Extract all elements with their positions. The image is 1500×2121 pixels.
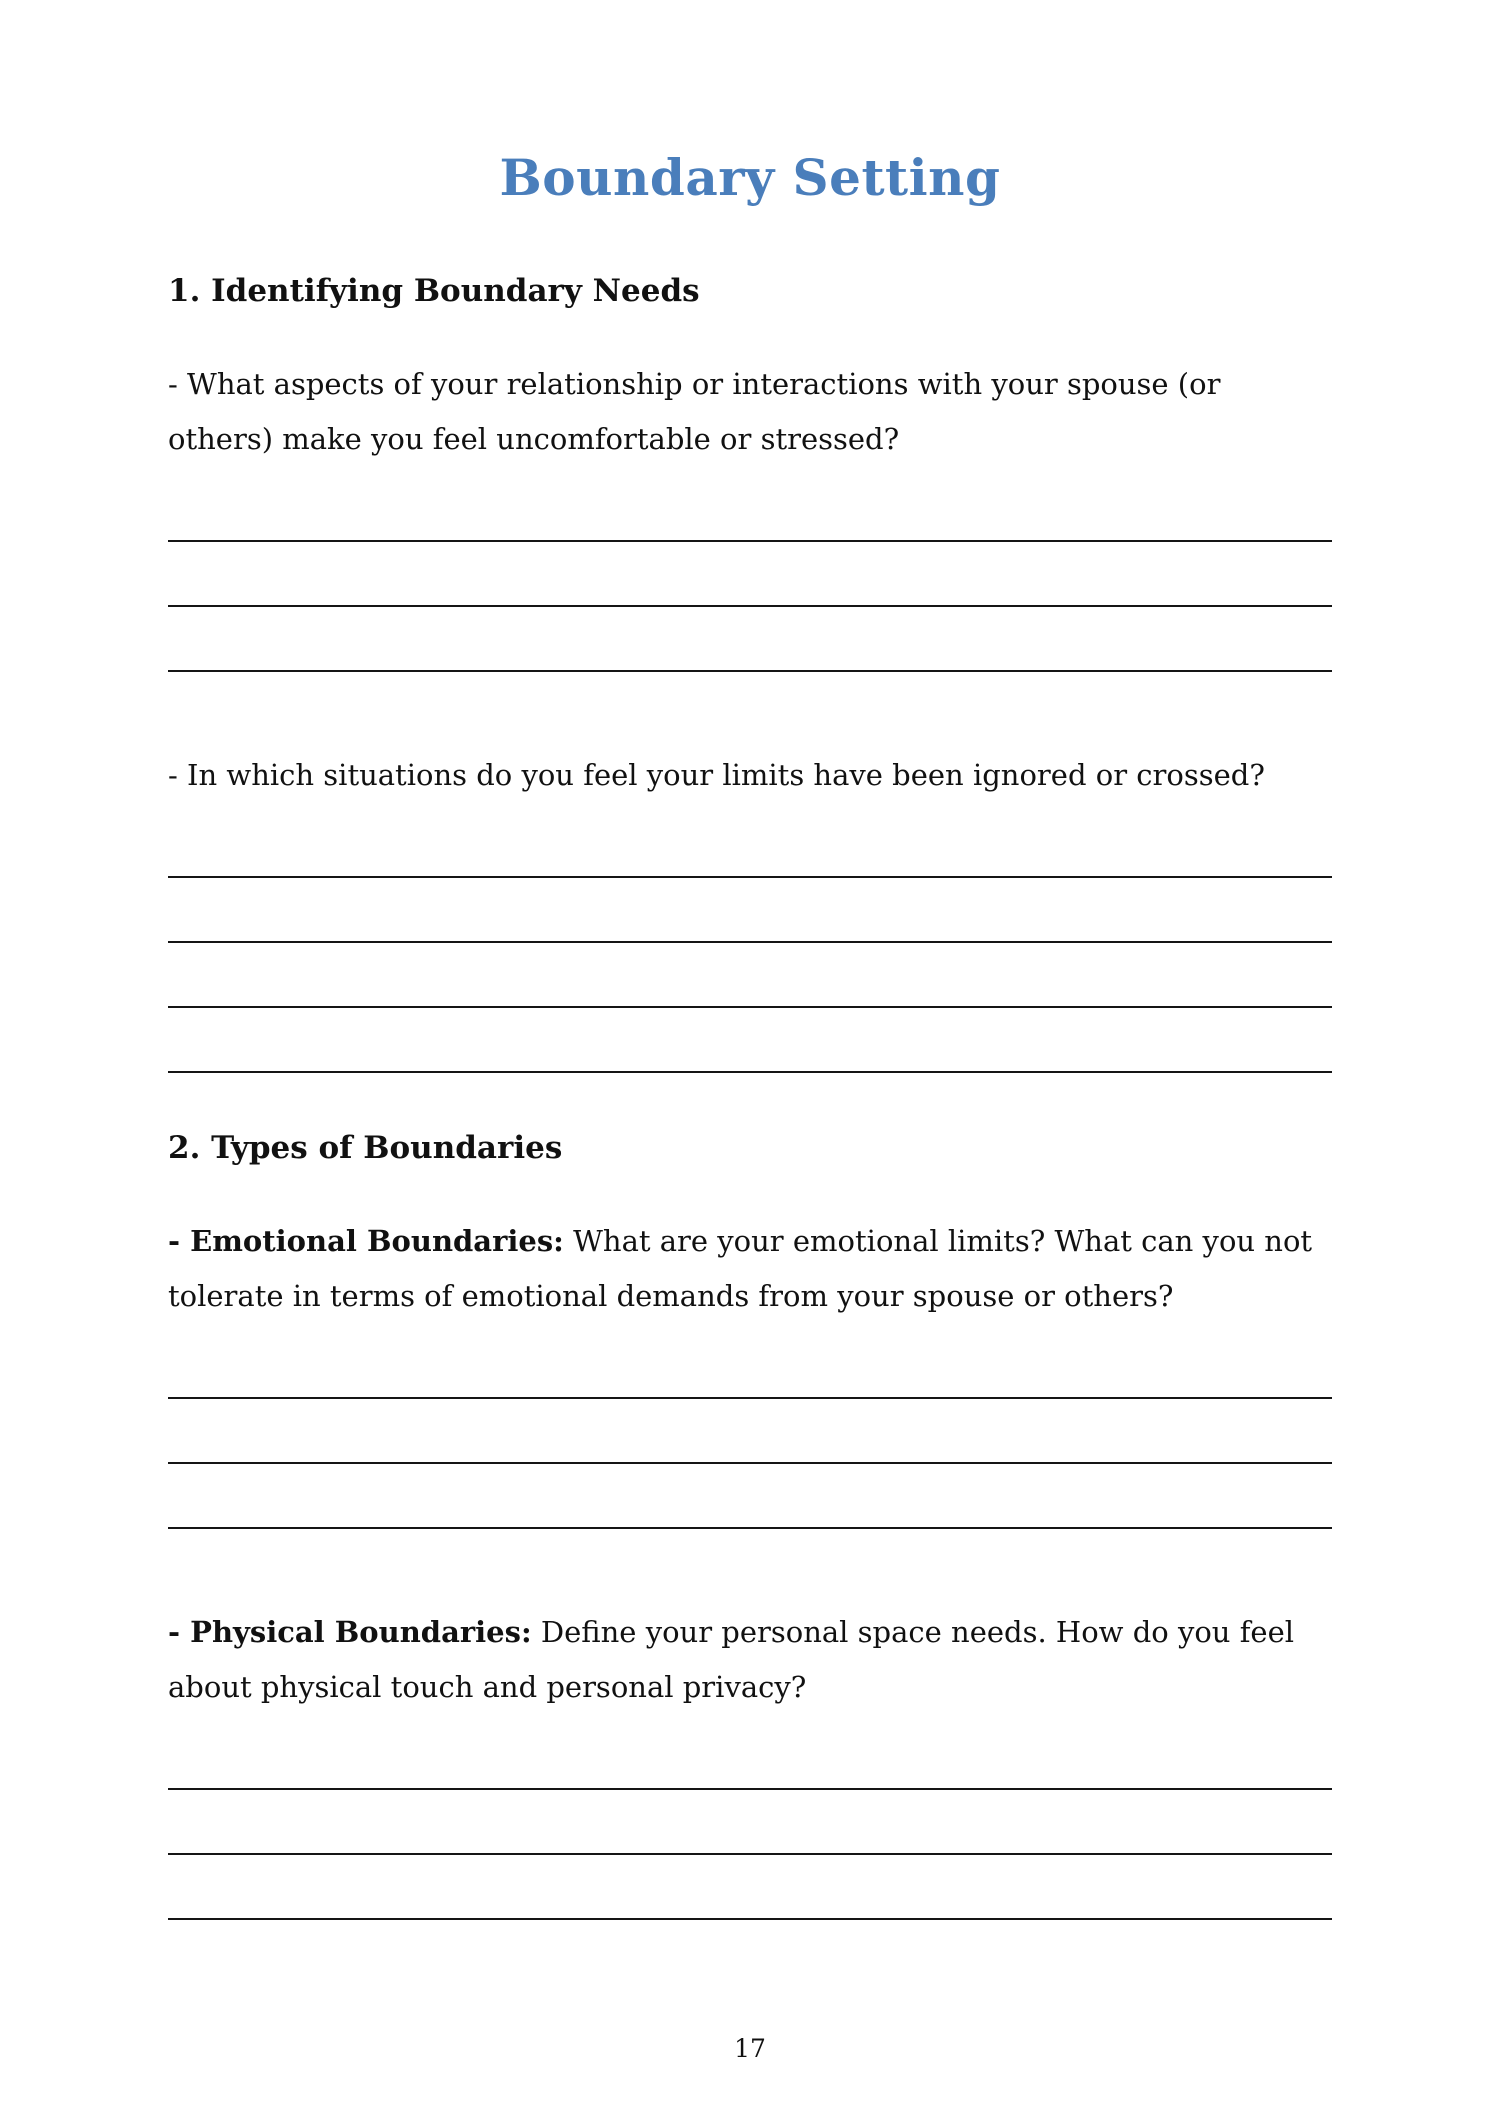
section-1-heading: 1. Identifying Boundary Needs — [168, 273, 700, 309]
answer-line — [168, 1008, 1332, 1073]
question-2-2-text: Define your personal space needs. How do you feel about physical touch and personal privacy? — [168, 1614, 1295, 1705]
answer-line — [168, 1334, 1332, 1399]
answer-lines-1-2 — [168, 813, 1332, 1073]
answer-line — [168, 1399, 1332, 1464]
section-2-heading: 2. Types of Boundaries — [168, 1130, 563, 1167]
answer-line — [168, 943, 1332, 1008]
answer-line — [168, 607, 1332, 672]
answer-line — [168, 813, 1332, 878]
answer-line — [168, 1725, 1332, 1790]
question-2-2-bold-label: - Physical Boundaries: — [168, 1614, 532, 1649]
question-1-2 — [168, 748, 1332, 803]
question-1-1-text: - What aspects of your relationship or interactions with your spouse (or others) make you feel uncomfortable or stressed? — [168, 366, 1221, 456]
page-number: 17 — [734, 2034, 766, 2063]
answer-line — [168, 1855, 1332, 1920]
question-2-1-text: What are your emotional limits? What can you not tolerate in terms of emotional demands from your spouse or others? — [168, 1223, 1313, 1313]
answer-line — [168, 878, 1332, 943]
answer-line — [168, 477, 1332, 542]
question-1-2-text: - In which situations do you feel your limits have been ignored or crossed? — [168, 757, 1265, 792]
answer-line — [168, 1464, 1332, 1529]
question-1-1 — [168, 357, 1332, 467]
answer-lines-2-2 — [168, 1725, 1332, 1920]
question-2-1 — [168, 1214, 1332, 1324]
question-2-1-bold-label: - Emotional Boundaries: — [168, 1223, 564, 1258]
answer-lines-1-1 — [168, 477, 1332, 672]
page-title: Boundary Setting — [499, 148, 1001, 207]
question-2-2 — [168, 1605, 1332, 1715]
answer-line — [168, 542, 1332, 607]
answer-line — [168, 1790, 1332, 1855]
answer-lines-2-1 — [168, 1334, 1332, 1529]
